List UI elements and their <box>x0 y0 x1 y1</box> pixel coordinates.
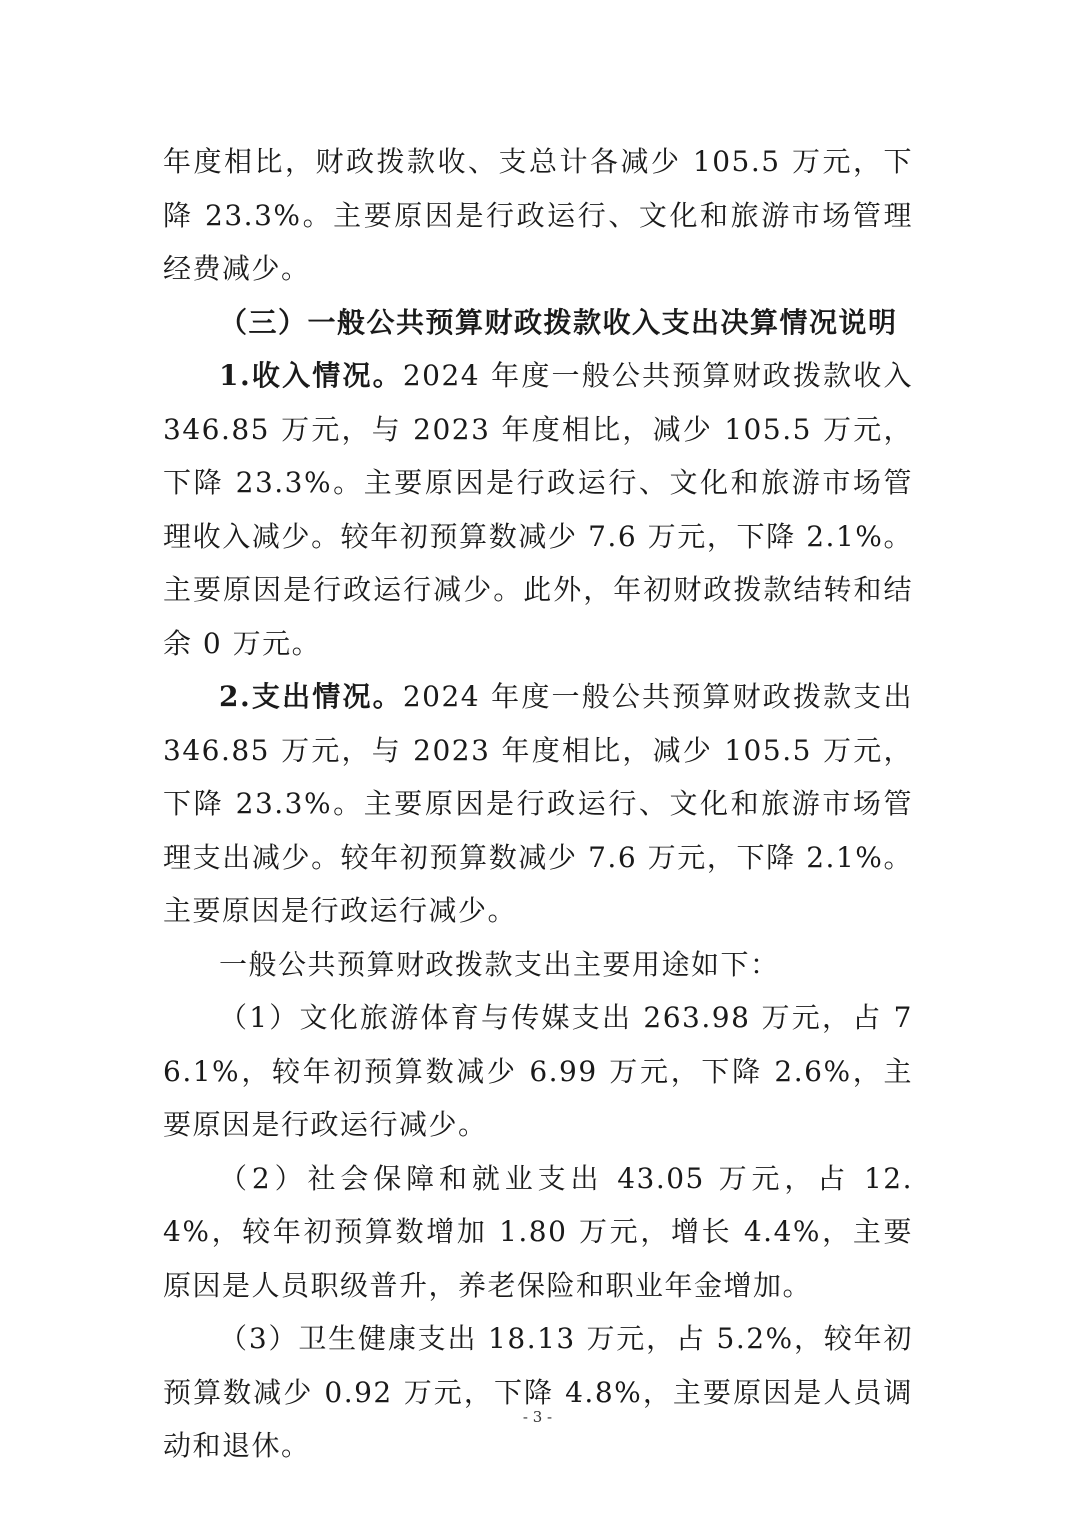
paragraph-item-3 <box>163 1312 913 1473</box>
section-heading <box>163 296 913 350</box>
paragraph-item-1 <box>163 991 913 1152</box>
paragraph-income <box>163 349 913 670</box>
paragraph-lead: 2.支出情况。 <box>219 680 403 713</box>
paragraph-usage-intro <box>163 938 913 992</box>
paragraph-text: （1）文化旅游体育与传媒支出 263.98 万元，占 76.1%，较年初预算数减少 6.99 万元，下降 2.6%，主要原因是行政运行减少。 <box>163 1001 913 1141</box>
paragraph-text: 2024 年度一般公共预算财政拨款收入 346.85 万元，与 2023 年度相比，减少 105.5 万元，下降 23.3%。主要原因是行政运行、文化和旅游市场管理收入减少。较年初预算数减少 7.6 万元，下降 2.1%。主要原因是行政运行减少。此外，年初财政拨款结转和结余 0 万元。 <box>163 359 913 660</box>
page-number: - 3 - <box>522 1408 553 1426</box>
section-heading-text: （三）一般公共预算财政拨款收入支出决算情况说明 <box>219 305 898 339</box>
document-body <box>163 135 913 1473</box>
paragraph-text: 2024 年度一般公共预算财政拨款支出 346.85 万元，与 2023 年度相比，减少 105.5 万元，下降 23.3%。主要原因是行政运行、文化和旅游市场管理支出减少。较年初预算数减少 7.6 万元，下降 2.1%。主要原因是行政运行减少。 <box>163 680 913 927</box>
paragraph-expenditure <box>163 670 913 938</box>
paragraph-text: （2）社会保障和就业支出 43.05 万元，占 12.4%，较年初预算数增加 1.80 万元，增长 4.4%，主要原因是人员职级普升，养老保险和职业年金增加。 <box>163 1161 913 1302</box>
paragraph-text: 年度相比，财政拨款收、支总计各减少 105.5 万元，下降 23.3%。主要原因是行政运行、文化和旅游市场管理经费减少。 <box>163 145 913 285</box>
paragraph-text: （3）卫生健康支出 18.13 万元，占 5.2%，较年初预算数减少 0.92 万元，下降 4.8%，主要原因是人员调动和退休。 <box>163 1322 913 1462</box>
paragraph-lead: 1.收入情况。 <box>219 359 403 392</box>
paragraph-item-2 <box>163 1152 913 1313</box>
paragraph-continuation <box>163 135 913 296</box>
paragraph-text: 一般公共预算财政拨款支出主要用途如下： <box>219 947 780 981</box>
